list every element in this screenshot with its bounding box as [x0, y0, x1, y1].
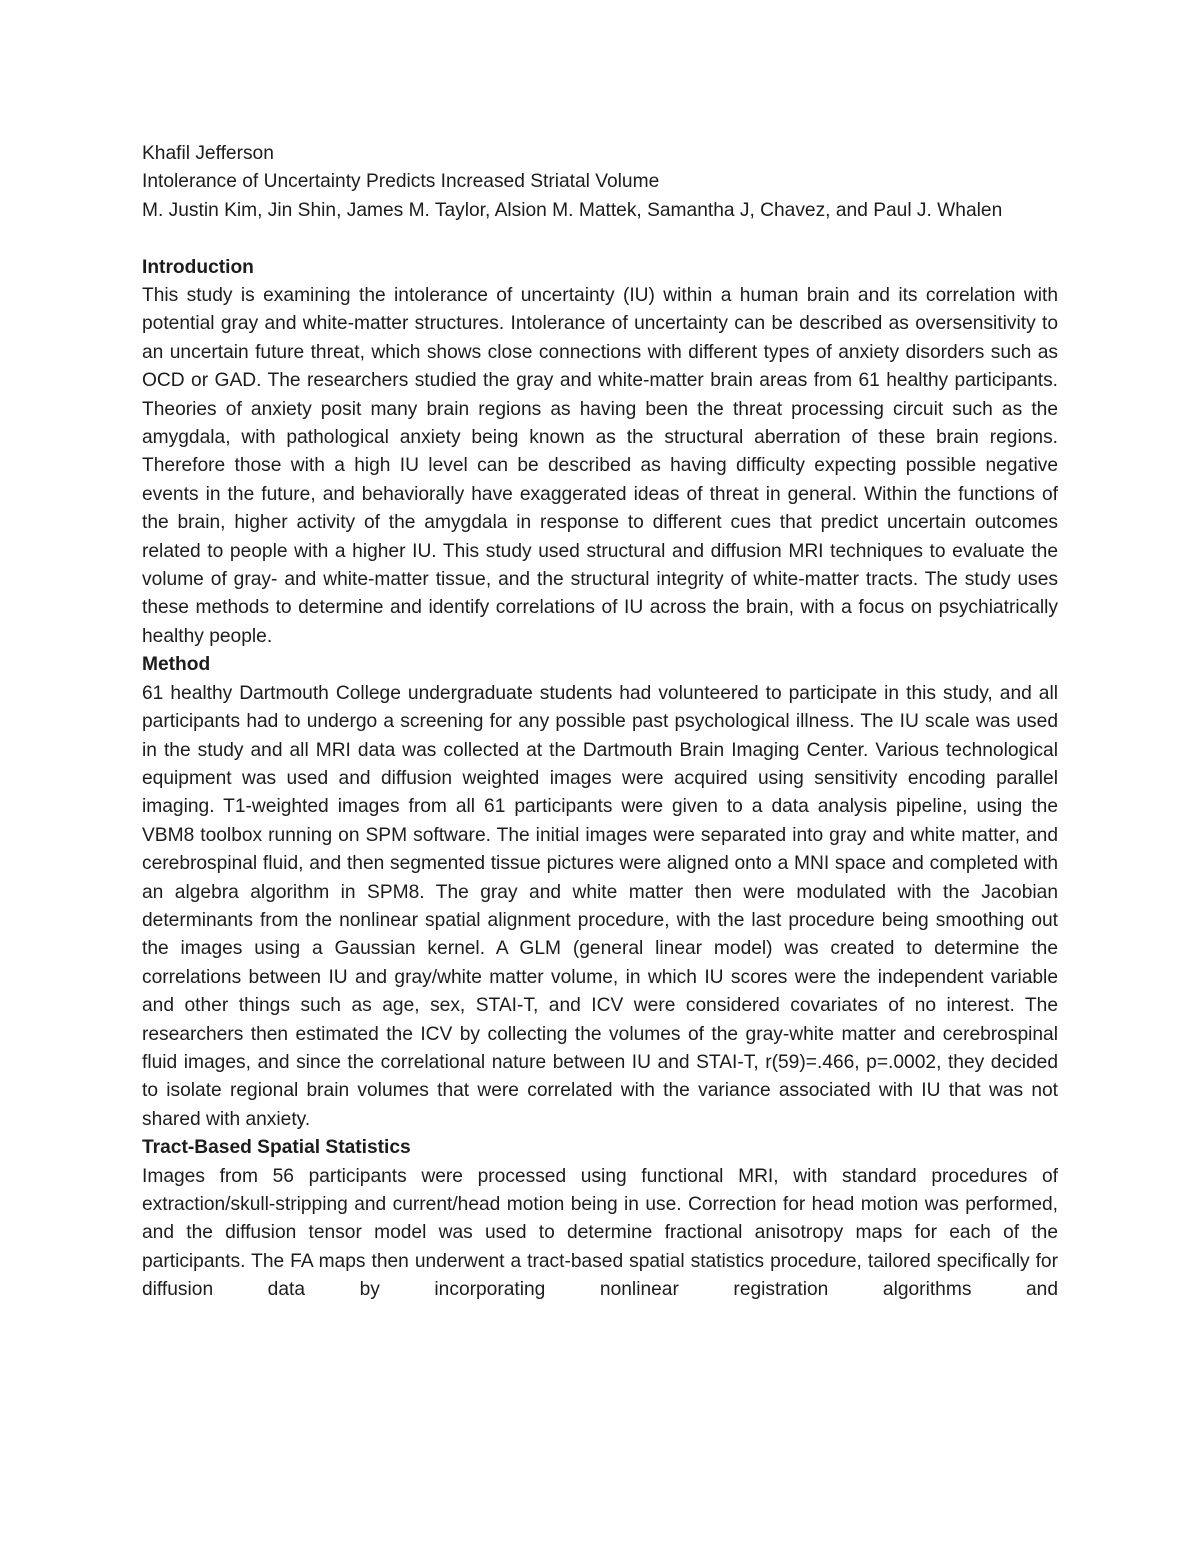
blank-line — [142, 225, 1058, 253]
introduction-paragraph: This study is examining the intolerance of uncertainty (IU) within a human brain and its correlation with potential gray and white-matter structures. Intolerance of uncertainty can be described as oversensitivity to an uncertain future threat, which shows close connections with different types of anxiety disorders such as OCD or GAD. The researchers studied the gray and white-matter brain areas from 61 healthy participants. Theories of anxiety posit many brain regions as having been the threat processing circuit such as the amygdala, with pathological anxiety being known as the structural aberration of these brain regions. Therefore those with a high IU level can be described as having difficulty expecting possible negative events in the future, and behaviorally have exaggerated ideas of threat in general. Within the functions of the brain, higher activity of the amygdala in response to different cues that predict uncertain outcomes related to people with a higher IU. This study used structural and diffusion MRI techniques to evaluate the volume of gray- and white-matter tissue, and the structural integrity of white-matter tracts. The study uses these methods to determine and identify correlations of IU across the brain, with a focus on psychiatrically healthy people. — [142, 285, 1058, 647]
paper-title: Intolerance of Uncertainty Predicts Increased Striatal Volume — [142, 171, 660, 193]
document-page — [142, 140, 1058, 1305]
introduction-heading: Introduction — [142, 256, 254, 278]
tbss-heading: Tract-Based Spatial Statistics — [142, 1137, 411, 1159]
method-heading: Method — [142, 654, 211, 676]
method-paragraph: 61 healthy Dartmouth College undergraduate students had volunteered to participate in this study, and all participants had to undergo a screening for any possible past psychological illness. The IU scale was used in the study and all MRI data was collected at the Dartmouth Brain Imaging Center. Various technological equipment was used and diffusion weighted images were acquired using sensitivity encoding parallel imaging. T1-weighted images from all 61 participants were given to a data analysis pipeline, using the VBM8 toolbox running on SPM software. The initial images were separated into gray and white matter, and cerebrospinal fluid, and then segmented tissue pictures were aligned onto a MNI space and completed with an algebra algorithm in SPM8. The gray and white matter then were modulated with the Jacobian determinants from the nonlinear spatial alignment procedure, with the last procedure being smoothing out the images using a Gaussian kernel. A GLM (general linear model) was created to determine the correlations between IU and gray/white matter volume, in which IU scores were the independent variable and other things such as age, sex, STAI-T, and ICV were considered covariates of no interest. The researchers then estimated the ICV by collecting the volumes of the gray-white matter and cerebrospinal fluid images, and since the correlational nature between IU and STAI-T, r(59)=.466, p=.0002, they decided to isolate regional brain volumes that were correlated with the variance associated with IU that was not shared with anxiety. — [142, 682, 1058, 1130]
author-name: Khafil Jefferson — [142, 143, 274, 164]
paper-authors: M. Justin Kim, Jin Shin, James M. Taylor, Alsion M. Mattek, Samantha J, Chavez, and Paul J. Whalen — [142, 199, 1003, 221]
tbss-paragraph: Images from 56 participants were processed using functional MRI, with standard procedures of extraction/skull-stripping and current/head motion being in use. Correction for head motion was performed, and the diffusion tensor model was used to determine fractional anisotropy maps for each of the participants. The FA maps then underwent a tract-based spatial statistics procedure, tailored specifically for diffusion data by incorporating nonlinear registration algorithms and — [142, 1165, 1058, 1301]
